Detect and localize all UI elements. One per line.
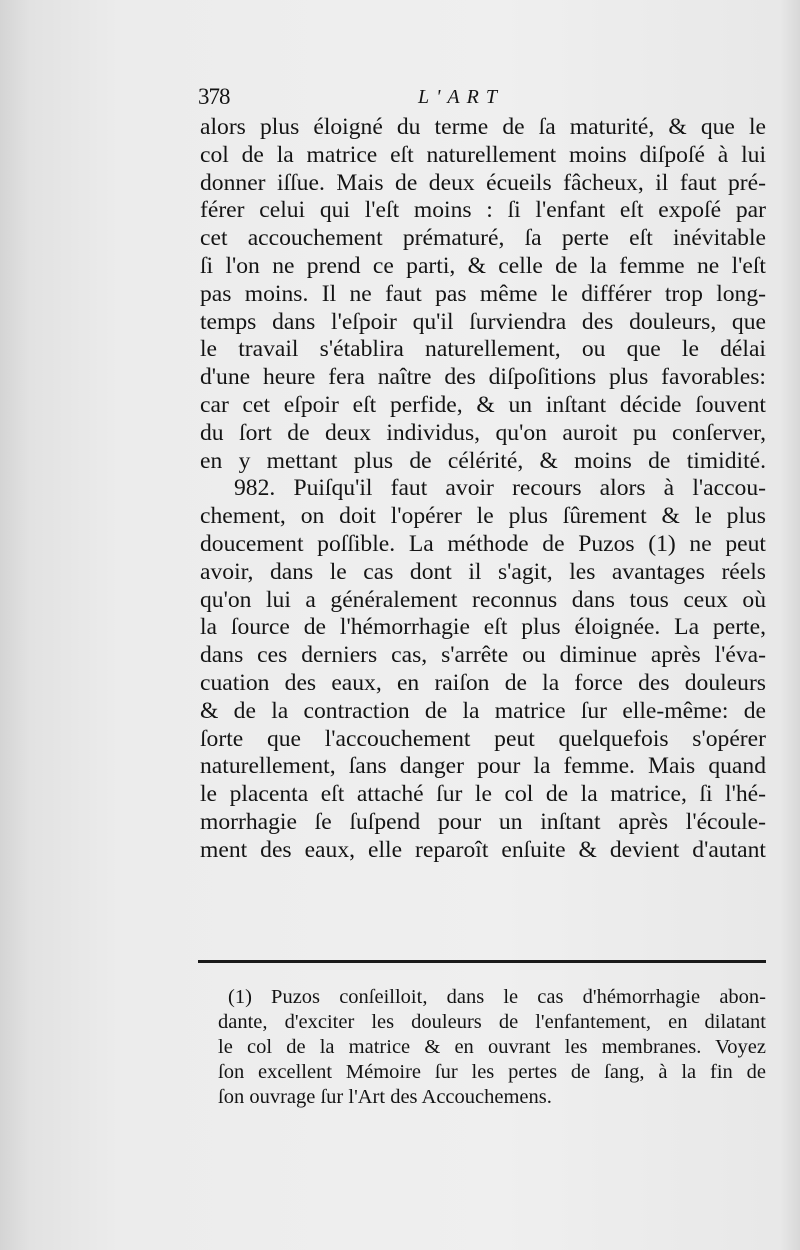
text-line: temps dans l'eſpoir qu'il ſurviendra des douleurs, que — [200, 308, 766, 335]
text-line: cet accouchement prématuré, ſa perte eſt inévitable — [200, 225, 766, 252]
paragraph-start-line: 982. Puiſqu'il faut avoir recours alors à l'accou- — [234, 475, 766, 502]
text-line: pas moins. Il ne faut pas même le différer trop long- — [200, 280, 766, 307]
text-line: la ſource de l'hémorrhagie eſt plus éloignée. La perte, — [200, 614, 766, 641]
text-line: naturellement, ſans danger pour la femme. Mais quand — [200, 753, 766, 780]
text-line: ſorte que l'accouchement peut quelquefois s'opérer — [200, 725, 766, 752]
text-line: donner iſſue. Mais de deux écueils fâcheux, il faut pré- — [200, 169, 766, 196]
footnote-rule — [198, 960, 766, 963]
text-line: cuation des eaux, en raiſon de la force des douleurs — [200, 669, 766, 696]
text-line: col de la matrice eſt naturellement moins diſpoſé à lui — [200, 141, 766, 168]
text-line: du ſort de deux individus, qu'on auroit pu conſerver, — [200, 419, 766, 446]
footnote-line: (1) Puzos conſeilloit, dans le cas d'hémorrhagie abon- — [228, 986, 766, 1008]
text-line: morrhagie ſe ſuſpend pour un inſtant après l'écoule- — [200, 808, 766, 835]
running-title: L'ART — [418, 86, 504, 108]
text-line: avoir, dans le cas dont il s'agit, les avantages réels — [200, 558, 766, 585]
text-line: ſi l'on ne prend ce parti, & celle de la femme ne l'eſt — [200, 252, 766, 279]
footnote-line: dante, d'exciter les douleurs de l'enfantement, en dilatant — [218, 1011, 766, 1033]
footnote-line: ſon excellent Mémoire ſur les pertes de ſang, à la fin de — [218, 1061, 766, 1083]
footnote — [218, 985, 766, 1110]
text-line: qu'on lui a généralement reconnus dans tous ceux où — [200, 586, 766, 613]
text-line: ment des eaux, elle reparoît enſuite & devient d'autant — [200, 836, 766, 863]
text-line: alors plus éloigné du terme de ſa maturité, & que le — [200, 114, 766, 140]
footnote-line: ſon ouvrage ſur l'Art des Accouchemens. — [218, 1086, 552, 1108]
text-line: doucement poſſible. La méthode de Puzos (1) ne peut — [200, 530, 766, 557]
text-line: d'une heure fera naître des diſpoſitions plus favorables: — [200, 364, 766, 391]
text-line: en y mettant plus de célérité, & moins de timidité. — [200, 447, 766, 474]
text-line: chement, on doit l'opérer le plus ſûrement & le plus — [200, 503, 766, 530]
text-line: & de la contraction de la matrice ſur elle-même: de — [200, 697, 766, 724]
page-number: 378 — [198, 84, 230, 109]
text-line: car cet eſpoir eſt perfide, & un inſtant décide ſouvent — [200, 391, 766, 418]
text-line: férer celui qui l'eſt moins : ſi l'enfant eſt expoſé par — [200, 197, 766, 224]
body-text — [200, 114, 766, 865]
text-line: le travail s'établira naturellement, ou que le délai — [200, 336, 766, 363]
footnote-line: le col de la matrice & en ouvrant les membranes. Voyez — [218, 1036, 766, 1058]
text-line: le placenta eſt attaché ſur le col de la matrice, ſi l'hé- — [200, 781, 766, 808]
page-header — [198, 84, 764, 114]
text-line: dans ces derniers cas, s'arrête ou diminue après l'éva- — [200, 642, 766, 669]
